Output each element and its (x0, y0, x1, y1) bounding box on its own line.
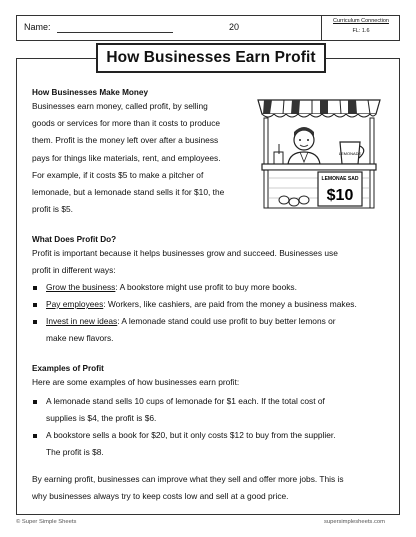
paragraph-line: profit is $5. (32, 204, 73, 215)
paragraph-line: goods or services for more than it costs to produce (32, 118, 221, 129)
bullet-grow-business (46, 279, 396, 296)
bullet-line: The profit is $8. (46, 447, 104, 458)
section-heading-examples: Examples of Profit (32, 364, 104, 373)
page-number: 20 (229, 22, 240, 32)
bullet-text: : Workers, like cashiers, are paid from the money a business makes. (103, 299, 357, 309)
bullet-marker (33, 434, 37, 438)
bullet-marker (33, 400, 37, 404)
section3-intro: Here are some examples of how businesses earn profit: (32, 377, 240, 387)
paragraph-line: Profit is important because it helps businesses grow and succeed. Businesses use (32, 248, 338, 258)
bullet-invest-ideas (46, 313, 396, 347)
paragraph-line: lemonade, but a lemonade stand sells it for $10, the (32, 187, 225, 198)
bullet-term: Grow the business (46, 282, 116, 292)
bullet-term: Pay employees (46, 299, 104, 309)
footer-website[interactable]: supersimplesheets.com (324, 519, 385, 525)
price-text: $10 (326, 187, 354, 204)
curriculum-title: Curriculum Connection (333, 18, 389, 24)
section-heading-make-money: How Businesses Make Money (32, 88, 149, 97)
lemonade-stand-illustration (252, 92, 386, 212)
paragraph-line: For example, if it costs $5 to make a pitcher of (32, 169, 204, 180)
bullet-marker (33, 320, 37, 324)
sign-text: LEMONAE SAD (321, 176, 359, 182)
bullet-text: : A bookstore might use profit to buy more books. (115, 282, 297, 292)
curriculum-connection-box (321, 16, 400, 40)
header-bar (16, 15, 400, 41)
footer-copyright: © Super Simple Sheets (16, 519, 77, 525)
bullet-bookstore-example (46, 427, 400, 461)
bullet-marker (33, 303, 37, 307)
bullet-line: supplies is $4, the profit is $6. (46, 413, 157, 424)
bullet-continuation: make new flavors. (46, 333, 114, 344)
name-line[interactable] (57, 32, 173, 33)
paragraph-line: By earning profit, businesses can improve what they sell and offer more jobs. This is (32, 474, 344, 484)
curriculum-code: FL: 1.6 (352, 28, 370, 34)
section2-paragraph (32, 245, 392, 279)
bullet-text: : A lemonade stand could use profit to buy better lemons or (117, 316, 336, 326)
page-title: How Businesses Earn Profit (106, 49, 316, 66)
bullet-line: A lemonade stand sells 10 cups of lemonade for $1 each. If the total cost of (46, 396, 325, 406)
paragraph-line: Businesses earn money, called profit, by selling (32, 101, 208, 111)
bullet-pay-employees (46, 296, 400, 313)
section-heading-what-profit-does: What Does Profit Do? (32, 235, 117, 244)
paragraph-line: pays for things like materials, rent, and employees. (32, 152, 221, 163)
paragraph-line: why businesses always try to keep costs low and sell at a good price. (32, 491, 289, 502)
title-box (96, 43, 326, 73)
paragraph-line: them. Profit is the money left over after a business (32, 135, 219, 146)
bullet-lemonade-example (46, 393, 396, 427)
bullet-marker (33, 286, 37, 290)
bullet-line: A bookstore sells a book for $20, but it only costs $12 to buy from the supplier. (46, 430, 336, 440)
pitcher-label: LEMONADE (338, 151, 362, 156)
name-label: Name: (24, 22, 51, 32)
section1-paragraph (32, 98, 257, 218)
paragraph-line: profit in different ways: (32, 265, 116, 276)
bullet-term: Invest in new ideas (46, 316, 118, 326)
closing-paragraph (32, 471, 394, 505)
